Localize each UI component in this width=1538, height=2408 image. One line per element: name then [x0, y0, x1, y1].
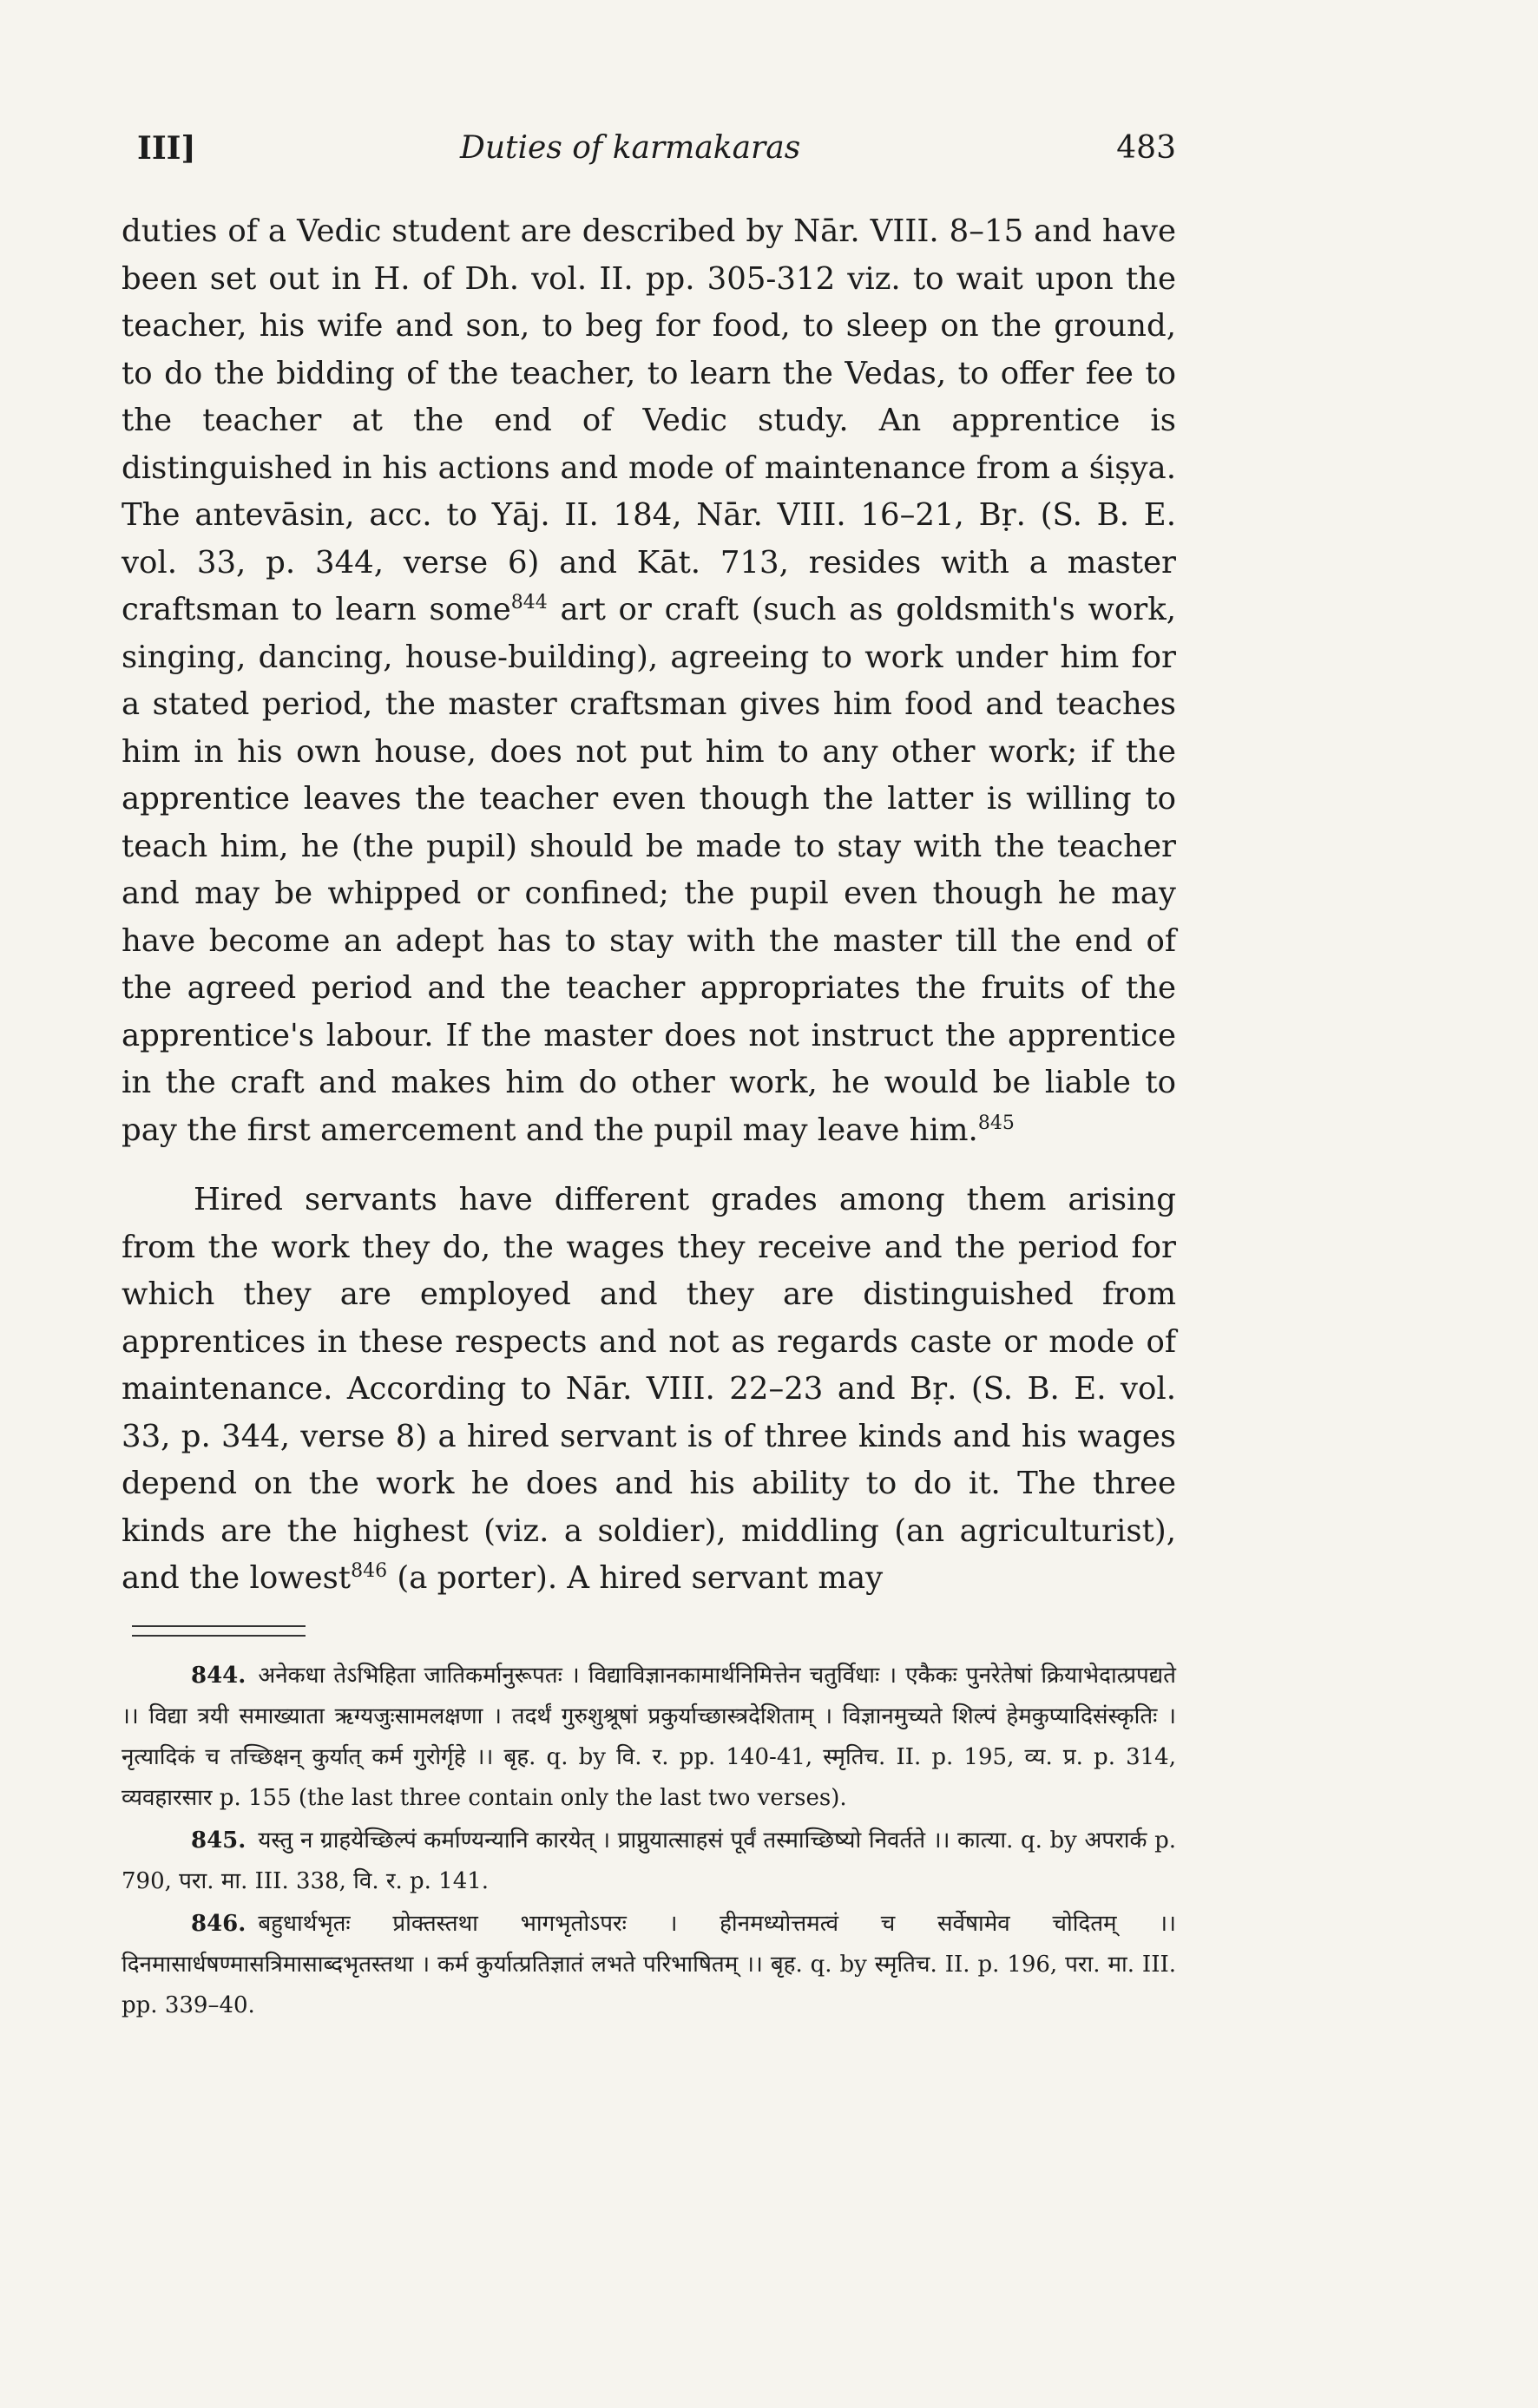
paragraph-text-1a: duties of a Vedic student are described by Nār. VIII. 8–15 and have been set out in H. of Dh. vol. II. pp. 305-312 viz. to wait upon the teacher, his wife and son, to beg for food, to sleep on the ground, to do the bidding of the teacher, to learn the Vedas, to offer fee to the teacher at the end of Vedic study. An apprentice is distinguished in his actions and mode of maintenance from a śiṣya. The antevāsin, acc. to Yāj. II. 184, Nār. VIII. 16–21, Bṛ. (S. B. E. vol. 33, p. 344, verse 6) and Kāt. 713, resides with a master craftsman to learn some	[122, 213, 1176, 627]
chapter-marker: III]	[137, 130, 196, 167]
footnote-text: यस्तु न ग्राहयेच्छिल्पं कर्माण्यन्यानि कारयेत् । प्राप्नुयात्साहसं पूर्वं तस्माच्छिष्यो निवर्तते ।। कात्या. q. by अपरार्क p. 790, परा. मा. III. 338, वि. र. p. 141.	[122, 1827, 1176, 1894]
paragraph	[122, 208, 1176, 1154]
footnote-number: 844.	[191, 1662, 246, 1689]
paragraph-text-1b: art or craft (such as goldsmith's work, singing, dancing, house-building), agreeing to work under him for a stated period, the master craftsman gives him food and teaches him in his own house, does not put him to any other work; if the apprentice leaves the teacher even though the latter is willing to teach him, he (the pupil) should be made to stay with the teacher and may be whipped or confined; the pupil even though he may have become an adept has to stay with the master till the end of the agreed period and the teacher appropriates the fruits of the apprentice's labour. If the master does not instruct the apprentice in the craft and makes him do other work, he would be liable to pay the first amercement and the pupil may leave him.	[122, 592, 1176, 1148]
footnote-separator	[132, 1625, 306, 1637]
footnote-text: अनेकधा तेऽभिहिता जातिकर्मानुरूपतः । विद्याविज्ञानकामार्थनिमित्तेन चतुर्विधाः । एकैकः पुनरेतेषां क्रियाभेदात्प्रपद्यते ।। विद्या त्रयी समाख्याता ऋग्यजुःसामलक्षणा । तदर्थं गुरुशुश्रूषां प्रकुर्याच्छास्त्रदेशिताम् । विज्ञानमुच्यते शिल्पं हेमकुप्यादिसंस्कृतिः । नृत्यादिकं च तच्छिक्षन् कुर्यात् कर्म गुरोर्गृहे ।। बृह. q. by वि. र. pp. 140-41, स्मृतिच. II. p. 195, व्य. प्र. p. 314, व्यवहारसार p. 155 (the last three contain only the last two verses).	[122, 1662, 1176, 1811]
footnotes	[122, 1656, 1176, 2026]
paragraph	[122, 1177, 1176, 1603]
running-header	[122, 130, 1176, 182]
footnote-marker: 844	[510, 592, 548, 614]
running-title: Duties of karmakaras	[460, 130, 801, 166]
page	[122, 130, 1176, 2026]
paragraph-text-2a: Hired servants have different grades among them arising from the work they do, the wages they receive and the period for which they are employed and they are distinguished from apprentices in these respects and not as regards caste or mode of maintenance. According to Nār. VIII. 22–23 and Bṛ. (S. B. E. vol. 33, p. 344, verse 8) a hired servant is of three kinds and his wages depend on the work he does and his ability to do it. The three kinds are the highest (viz. a soldier), middling (an agriculturist), and the lowest	[122, 1182, 1176, 1596]
footnote-marker: 845	[977, 1112, 1015, 1134]
footnote-number: 846.	[191, 1910, 246, 1937]
footnote	[122, 1904, 1176, 2026]
footnote-number: 845.	[191, 1827, 246, 1854]
footnote-marker: 846	[351, 1560, 388, 1583]
footnote	[122, 1821, 1176, 1902]
paragraph-text-2b: (a porter). A hired servant may	[387, 1560, 884, 1596]
page-number: 483	[1116, 130, 1176, 166]
footnote-text: बहुधार्थभृतः प्रोक्तस्तथा भागभृतोऽपरः । हीनमध्योत्तमत्वं च सर्वेषामेव चोदितम् ।। दिनमासार्धषण्मासत्रिमासाब्दभृतस्तथा । कर्म कुर्यात्प्रतिज्ञातं लभते परिभाषितम् ।। बृह. q. by स्मृतिच. II. p. 196, परा. मा. III. pp. 339–40.	[122, 1910, 1176, 2018]
footnote	[122, 1656, 1176, 1819]
main-text	[122, 208, 1176, 1603]
